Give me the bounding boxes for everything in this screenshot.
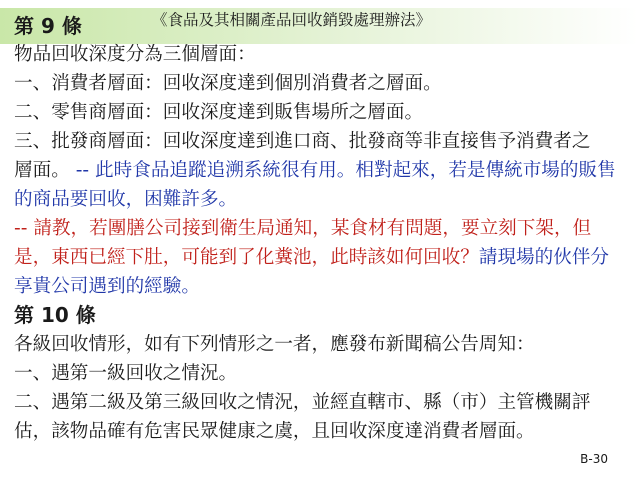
share-experience-prompt: 請現場的伙伴分享貴公司遇到的經驗。 <box>14 247 610 297</box>
article-9-title: 第 9 條 <box>14 14 82 38</box>
catering-question <box>14 214 626 301</box>
traceability-note: -- 此時食品追蹤追溯系統很有用。相對起來，若是傳統市場的販售的商品要回收，困難許多。 <box>14 160 616 210</box>
article-9-item-2: 二、零售商層面：回收深度達到販售場所之層面。 <box>14 102 424 123</box>
article-9-intro: 物品回收深度分為三個層面： <box>14 44 256 65</box>
article-10-title: 第 10 條 <box>14 303 96 327</box>
article-9-item-3b: 層面。 <box>14 160 70 181</box>
article-10-intro: 各級回收情形，如有下列情形之一者，應發布新聞稿公告周知： <box>14 334 535 355</box>
document-body <box>14 40 626 446</box>
article-10-item-1: 一、遇第一級回收之情況。 <box>14 363 238 384</box>
page-number: B-30 <box>580 452 608 466</box>
article-9-item-3a: 三、批發商層面：回收深度達到進口商、批發商等非直接售予消費者之 <box>14 131 591 152</box>
article-9-item-3b-with-note <box>14 156 626 214</box>
article-10-item-2: 二、遇第二級及第三級回收之情況，並經直轄市、縣（市）主管機關評估，該物品確有危害民眾健康之虞，且回收深度達消費者層面。 <box>14 392 591 442</box>
law-title: 《食品及其相關產品回收銷毀處理辦法》 <box>152 11 432 29</box>
article-9-item-1: 一、消費者層面：回收深度達到個別消費者之層面。 <box>14 73 442 94</box>
catering-question-red: -- 請教，若團膳公司接到衛生局通知，某食材有問題，要立刻下架，但是，東西已經下肚，可能到了化糞池，此時該如何回收？ <box>14 218 592 268</box>
